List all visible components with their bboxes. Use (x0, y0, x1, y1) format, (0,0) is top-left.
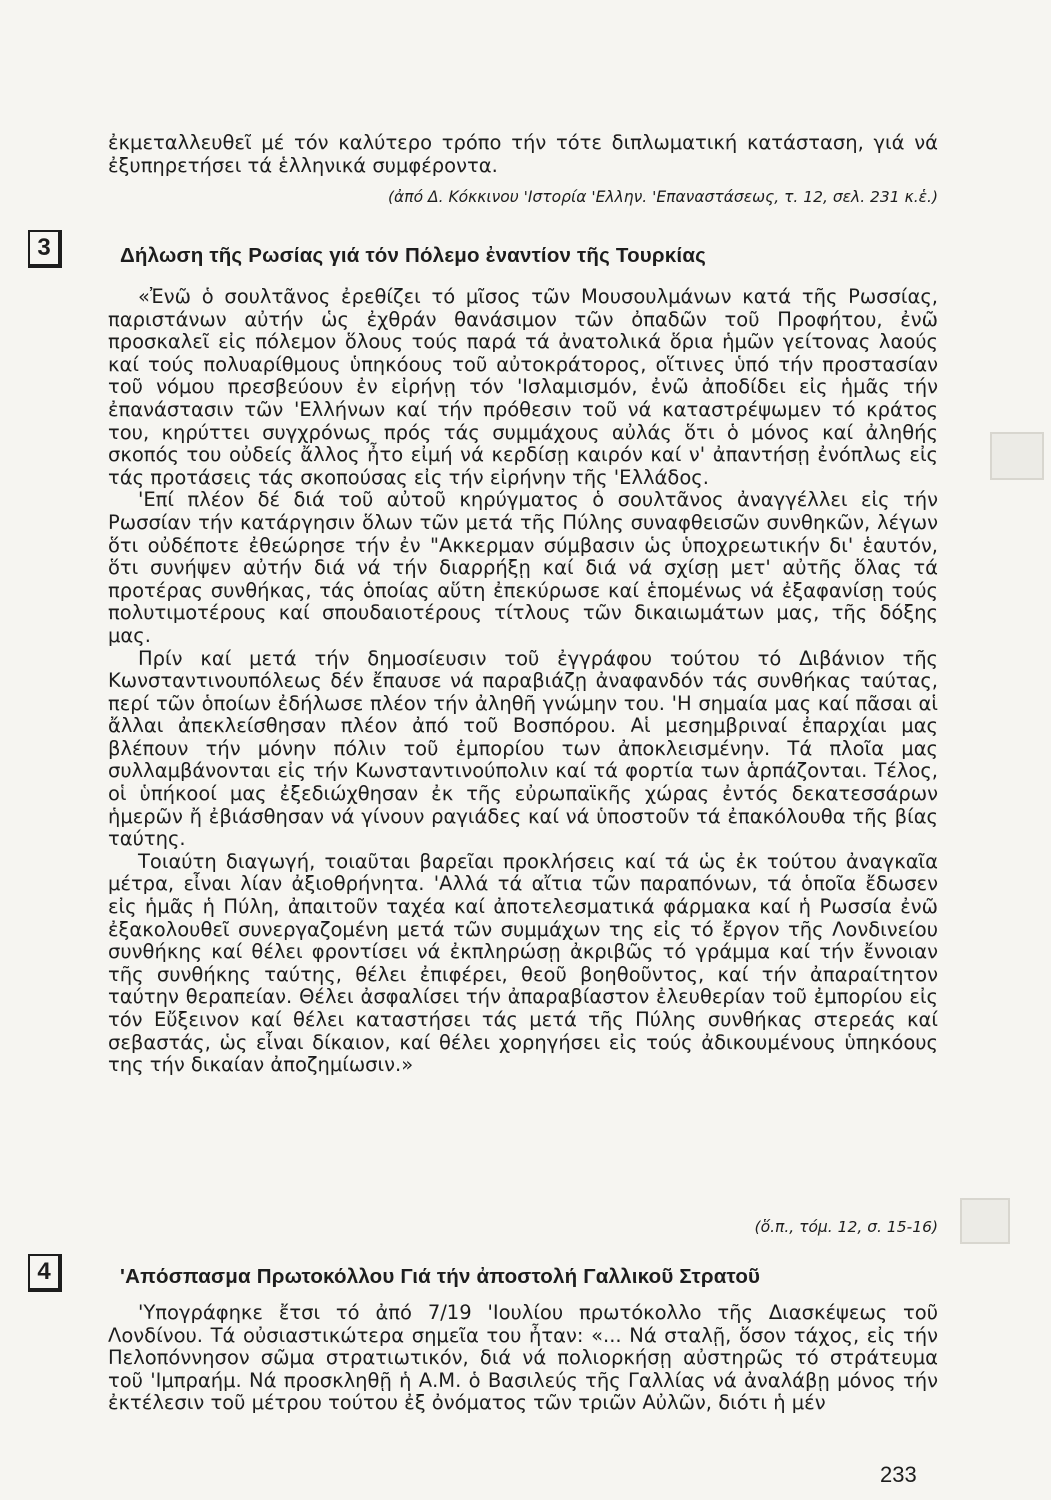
section-3-paragraph-4: Τοιαύτη διαγωγή, τοιαῦται βαρεῖαι προκλήσεις καί τά ὡς ἐκ τούτου ἀναγκαῖα μέτρα, εἶναι λίαν ἀξιοθρήνητα. 'Αλλά τά αἴτια τῶν παραπόνων, τά ὁποῖα ἔδωσεν εἰς ἡμᾶς ἡ Πύλη, ἀπαιτοῦν ταχέα καί ἀποτελεσματικά φάρμακα καί ἡ Ρωσσία ἐνῶ ἐξακολουθεῖ συνεργαζομένη μετά τῶν συμμάχων της εἰς τό ἔργον τῆς Λονδινείου συνθήκης καί θέλει φροντίσει νά ἐκπληρώσῃ ἀκριβῶς τό γράμμα καί τήν ἔννοιαν τῆς συνθήκης ταύτης, θέλει ἐπιφέρει, θεοῦ βοηθοῦντος, καί τήν ἀπαραίτητον ταύτην θεραπείαν. Θέλει ἀσφαλίσει τήν ἀπαραβίαστον ἐλευθερίαν τοῦ ἐμπορίου εἰς τόν Εὔξεινον καί θέλει καταστήσει τάς μετά τῆς Πύλης συνθήκας στερεάς καί σεβαστάς, ὡς εἶναι δίκαιον, καί θέλει χορηγήσει εἰς τούς ἀδικουμένους ὑπηκόους της τήν δικαίαν ἀποζημίωσιν.» (108, 849, 938, 1077)
page-number: 233 (880, 1462, 917, 1487)
section-4-title: 'Απόσπασμα Πρωτοκόλλου Γιά τήν ἀποστολή Γαλλικοῦ Στρατοῦ (120, 1265, 761, 1288)
section-3-paragraph-1: «Ἐνῶ ὁ σουλτᾶνος ἐρεθίζει τό μῖσος τῶν Μουσουλμάνων κατά τῆς Ρωσσίας, παριστάνων αὐτήν ὡς ἐχθράν θανάσιμον τῶν ὀπαδῶν τοῦ Προφήτου, ἐνῶ προσκαλεῖ εἰς πόλεμον ὅλους τούς παρά τά ἀνατολικά ὅρια ἡμῶν γείτονας λαούς καί τούς πολυαρίθμους ὑπηκόους τοῦ αὐτοκράτορος, οἵτινες ὑπό τήν προστασίαν τοῦ νόμου πρεσβεύουν ἐν εἰρήνῃ τόν 'Ισλαμισμόν, ἐνῶ ἀποδίδει εἰς ἡμᾶς τήν ἐπανάστασιν τῶν 'Ελλήνων καί τήν πρόθεσιν τοῦ νά καταστρέψωμεν τό κράτος του, κηρύττει συγχρόνως πρός τάς συμμάχους αὐλάς ὅτι ὁ μόνος καί ἀληθής σκοπός του οὐδείς ἄλλος ἦτο εἰμή νά κερδίσῃ καιρόν καί ν' ἀπαντήσῃ ἐνόπλως εἰς τάς προτάσεις τάς σκοπούσας εἰς τήν εἰρήνην τῆς 'Ελλάδος. (108, 285, 938, 489)
section-3-paragraph-3: Πρίν καί μετά τήν δημοσίευσιν τοῦ ἐγγράφου τούτου τό Διβάνιον τῆς Κωνσταντινουπόλεως δέν ἔπαυσε νά παραβιάζῃ ἀναφανδόν τάς συνθήκας ταύτας, περί τῶν ὁποίων ἐδήλωσε πλέον τήν ἀληθῆ γνώμην του. 'Η σημαία μας καί πᾶσαι αἱ ἄλλαι ἀπεκλείσθησαν πλέον ἀπό τοῦ Βοσπόρου. Αἱ μεσημβριναί ἐπαρχίαι μας βλέπουν τήν μόνην πόλιν τοῦ ἐμπορίου των ἀποκλεισμένην. Τά πλοῖα μας συλλαμβάνονται εἰς τήν Κωνσταντινούπολιν καί τά φορτία των ἁρπάζονται. Τέλος, οἱ ὑπήκοοί μας ἐξεδιώχθησαν ἐκ τῆς εὐρωπαϊκῆς χώρας ἐντός δεκατεσσάρων ἡμερῶν ἤ ἐβιάσθησαν νά γίνουν ραγιάδες καί νά ὑποστοῦν τά ἐπακόλουθα τῆς βίας ταύτης. (108, 646, 938, 851)
continuation-paragraph (108, 132, 938, 177)
section-3-number: 3 (28, 230, 62, 268)
section-4-paragraph: 'Υπογράφηκε ἔτσι τό ἀπό 7/19 'Ιουλίου πρωτόκολλο τῆς Διασκέψεως τοῦ Λονδίνου. Τά οὐσιαστικώτερα σημεῖα του ἦταν: «... Νά σταλῇ, ὅσον τάχος, εἰς τήν Πελοπόννησον σῶμα στρατιωτικόν, διά νά πολιορκήσῃ αὐστηρῶς τό στράτευμα τοῦ 'Ιμπραήμ. Νά προσκληθῇ ἡ Α.Μ. ὁ Βασιλεύς τῆς Γαλλίας νά ἀναλάβῃ μόνος τήν ἐκτέλεσιν τοῦ μέτρου τούτου ἐξ ὀνόματος τῶν τριῶν Αὐλῶν, διότι ἡ μέν (108, 1301, 938, 1415)
continuation-text: ἐκμεταλλευθεῖ μέ τόν καλύτερο τρόπο τήν τότε διπλωματική κατάσταση, γιά νά ἐξυπηρετήσει τά ἑλληνικά συμφέροντα. (108, 131, 938, 177)
bleed-through-mark (960, 1198, 1010, 1244)
section-3-title: Δήλωση τῆς Ρωσίας γιά τόν Πόλεμο ἐναντίον τῆς Τουρκίας (120, 244, 706, 267)
section-3-citation: (ὅ.π., τόμ. 12, σ. 15-16) (754, 1218, 938, 1236)
section-4-body (108, 1302, 938, 1415)
citation-1: (ἀπό Δ. Κόκκινου 'Ιστορία 'Ελλην. 'Επαναστάσεως, τ. 12, σελ. 231 κ.ἑ.) (387, 188, 938, 206)
section-3-body (108, 286, 938, 1077)
section-4-number: 4 (28, 1254, 62, 1292)
section-3-paragraph-2: 'Επί πλέον δέ διά τοῦ αὐτοῦ κηρύγματος ὁ σουλτᾶνος ἀναγγέλλει εἰς τήν Ρωσσίαν τήν κατάργησιν ὅλων τῶν μετά τῆς Πύλης συναφθεισῶν συνθηκῶν, λέγων ὅτι οὐδέποτε ἐθεώρησε τήν ἐν "Ακκερμαν σύμβασιν ὡς ὑποχρεωτικήν δι' ἑαυτόν, ὅτι συνήψεν αὐτήν διά νά τήν διαρρήξῃ καί διά νά σχίσῃ μετ' αὐτῆς ὅλας τά προτέρας συνθήκας, τάς ὁποίας αὕτη ἐπεκύρωσε καί ἑπομένως νά ἐξαφανίσῃ τούς πολυτιμοτέρους καί σπουδαιοτέρους τίτλους τῶν δικαιωμάτων μας, τῆς δόξης μας. (108, 488, 938, 647)
bleed-through-mark (990, 432, 1044, 480)
